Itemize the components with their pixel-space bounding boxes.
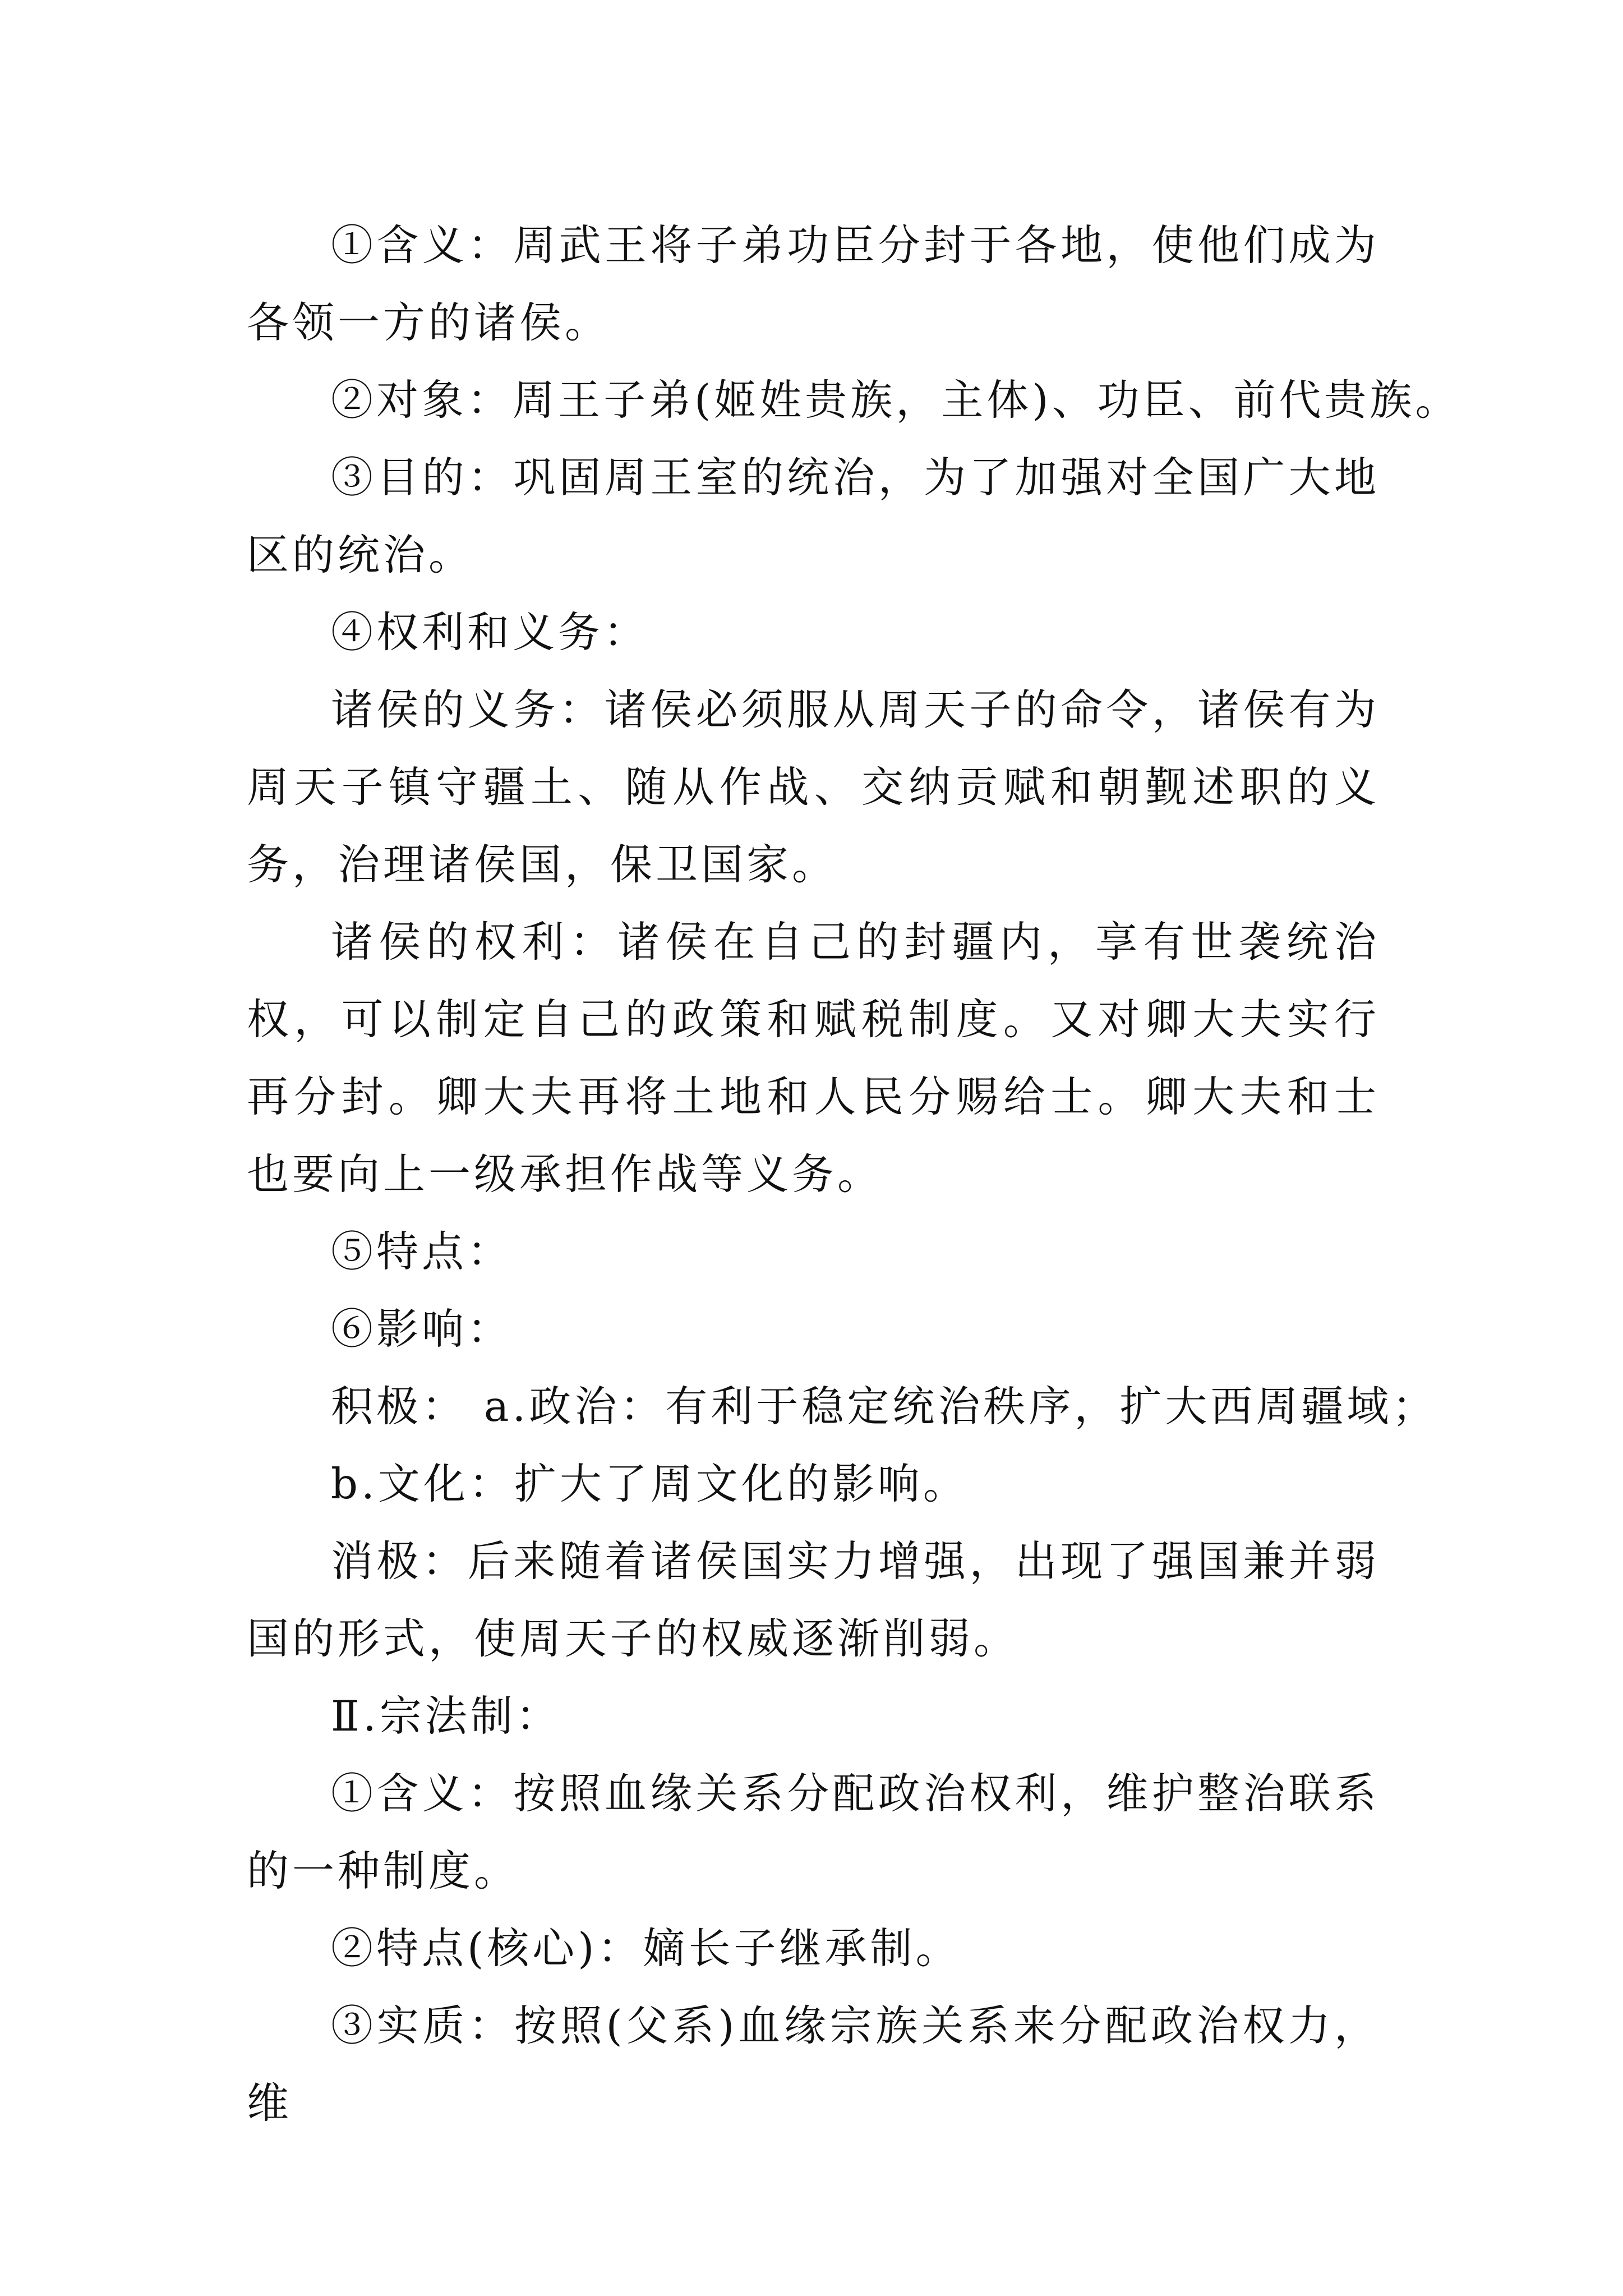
paragraph-zongfa-feature: ②特点(核心)：嫡长子继承制。: [331, 1924, 961, 1973]
paragraph-zongfa-essence: ③实质：按照(父系)血缘宗族关系来分配政治权力，维: [247, 2001, 1380, 2128]
paragraph-zongfa-meaning: ①含义：按照血缘关系分配政治权利，维护整治联系的一种制度。: [247, 1769, 1380, 1895]
paragraph-fengjian-targets: ②对象：周王子弟(姬姓贵族，主体)、功臣、前代贵族。: [331, 375, 1461, 425]
paragraph-rights-duties-heading: ④权利和义务：: [331, 608, 649, 657]
paragraph-duties: 诸侯的义务：诸侯必须服从周天子的命令，诸侯有为周天子镇守疆土、随从作战、交纳贡赋和朝觐述职的义务，治理诸侯国，保卫国家。: [247, 685, 1380, 889]
paragraph-fengjian-meaning: ①含义：周武王将子弟功臣分封于各地，使他们成为各领一方的诸侯。: [247, 220, 1380, 347]
document-body: [247, 206, 1461, 2142]
paragraph-positive-cultural: b.文化：扩大了周文化的影响。: [331, 1459, 969, 1508]
paragraph-influence-heading: ⑥影响：: [331, 1304, 513, 1354]
paragraph-features-heading: ⑤特点：: [331, 1227, 513, 1276]
paragraph-fengjian-purpose: ③目的：巩固周王室的统治，为了加强对全国广大地区的统治。: [247, 453, 1380, 579]
paragraph-negative: 消极：后来随着诸侯国实力增强，出现了强国兼并弱国的形式，使周天子的权威逐渐削弱。: [247, 1536, 1380, 1663]
paragraph-zongfa-heading: Ⅱ.宗法制：: [331, 1691, 561, 1741]
paragraph-rights: 诸侯的权利：诸侯在自己的封疆内，享有世袭统治权，可以制定自己的政策和赋税制度。又对卿大夫实行再分封。卿大夫再将土地和人民分赐给士。卿大夫和士也要向上一级承担作战等义务。: [247, 917, 1380, 1199]
paragraph-positive-political: 积极： a.政治：有利于稳定统治秩序，扩大西周疆域；: [331, 1382, 1438, 1431]
